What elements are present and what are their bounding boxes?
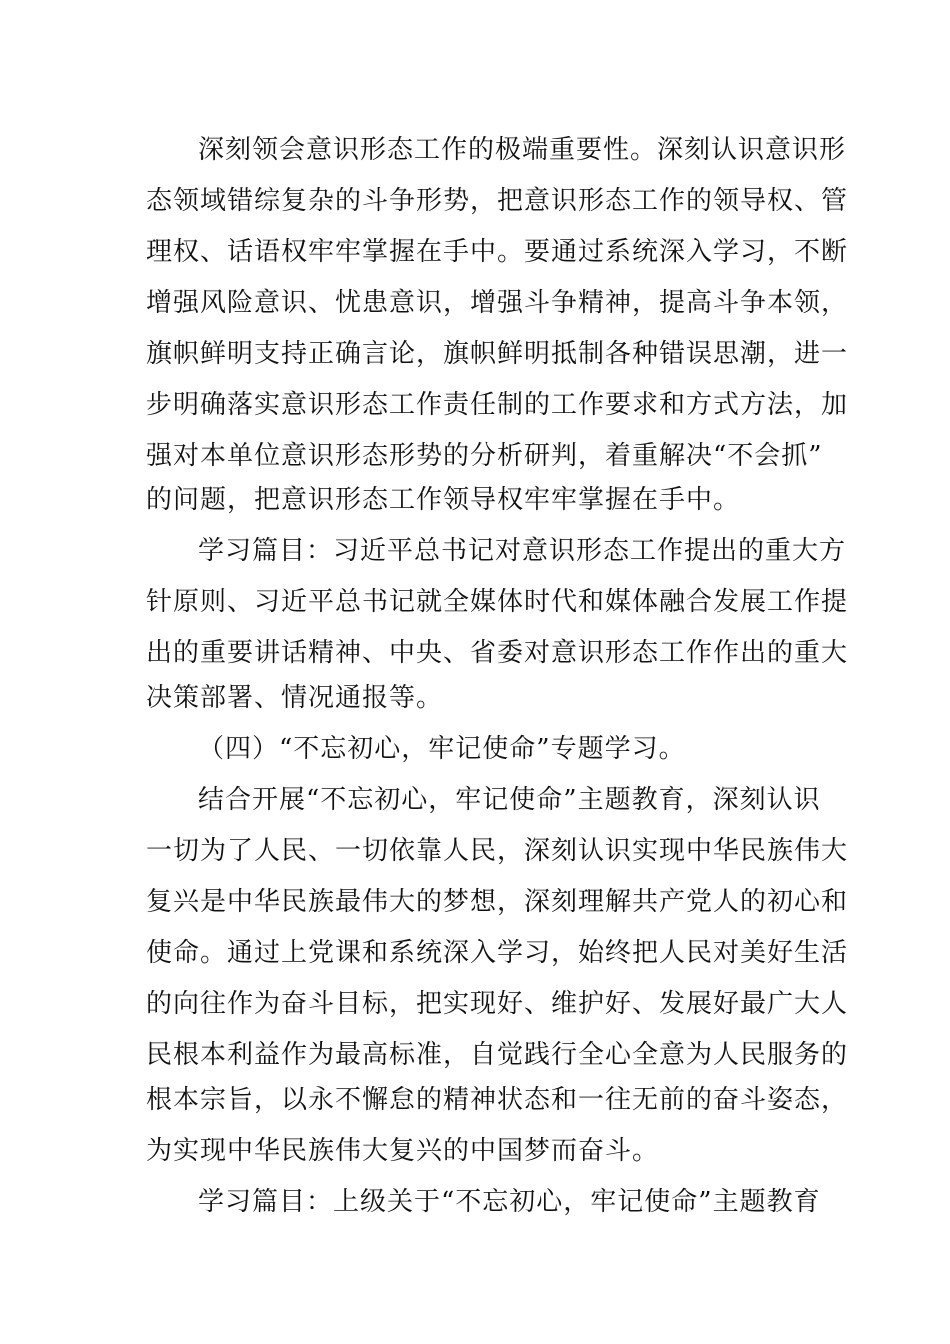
paragraph-line: 为实现中华民族伟大复兴的中国梦而奋斗。 [146, 1136, 660, 1166]
paragraph-line: 复兴是中华民族最伟大的梦想，深刻理解共产党人的初心和 [146, 887, 849, 917]
paragraph-line: 学习篇目：习近平总书记对意识形态工作提出的重大方 [198, 536, 847, 566]
paragraph-line: 深刻领会意识形态工作的极端重要性。深刻认识意识形 [198, 135, 847, 165]
paragraph-line: 一切为了人民、一切依靠人民，深刻认识实现中华民族伟大 [146, 836, 849, 866]
paragraph-line: 出的重要讲话精神、中央、省委对意识形态工作作出的重大 [146, 638, 849, 668]
paragraph-line: 民根本利益作为最高标准，自觉践行全心全意为人民服务的 [146, 1040, 849, 1070]
paragraph-line: 决策部署、情况通报等。 [146, 683, 444, 713]
paragraph-line: 的向往作为奋斗目标，把实现好、维护好、发展好最广大人 [146, 989, 849, 1019]
paragraph-line: 学习篇目：上级关于“不忘初心，牢记使命”主题教育 [198, 1187, 821, 1217]
paragraph-line: 的问题，把意识形态工作领导权牢牢掌握在手中。 [146, 485, 741, 515]
paragraph-line: 强对本单位意识形态形势的分析研判，着重解决“不会抓” [146, 441, 823, 471]
paragraph-line: 结合开展“不忘初心，牢记使命”主题教育，深刻认识 [198, 785, 821, 815]
paragraph-line: 使命。通过上党课和系统深入学习，始终把人民对美好生活 [146, 938, 849, 968]
paragraph-line: 步明确落实意识形态工作责任制的工作要求和方式方法，加 [146, 390, 849, 420]
paragraph-line: 旗帜鲜明支持正确言论，旗帜鲜明抵制各种错误思潮，进一 [146, 339, 849, 369]
section-heading: （四）“不忘初心，牢记使命”专题学习。 [198, 734, 686, 764]
paragraph-line: 增强风险意识、忧患意识，增强斗争精神，提高斗争本领， [146, 288, 849, 318]
paragraph-line: 态领域错综复杂的斗争形势，把意识形态工作的领导权、管 [146, 186, 849, 216]
paragraph-line: 理权、话语权牢牢掌握在手中。要通过系统深入学习，不断 [146, 237, 849, 267]
paragraph-line: 针原则、习近平总书记就全媒体时代和媒体融合发展工作提 [146, 587, 849, 617]
paragraph-line: 根本宗旨，以永不懈怠的精神状态和一往无前的奋斗姿态， [146, 1085, 849, 1115]
